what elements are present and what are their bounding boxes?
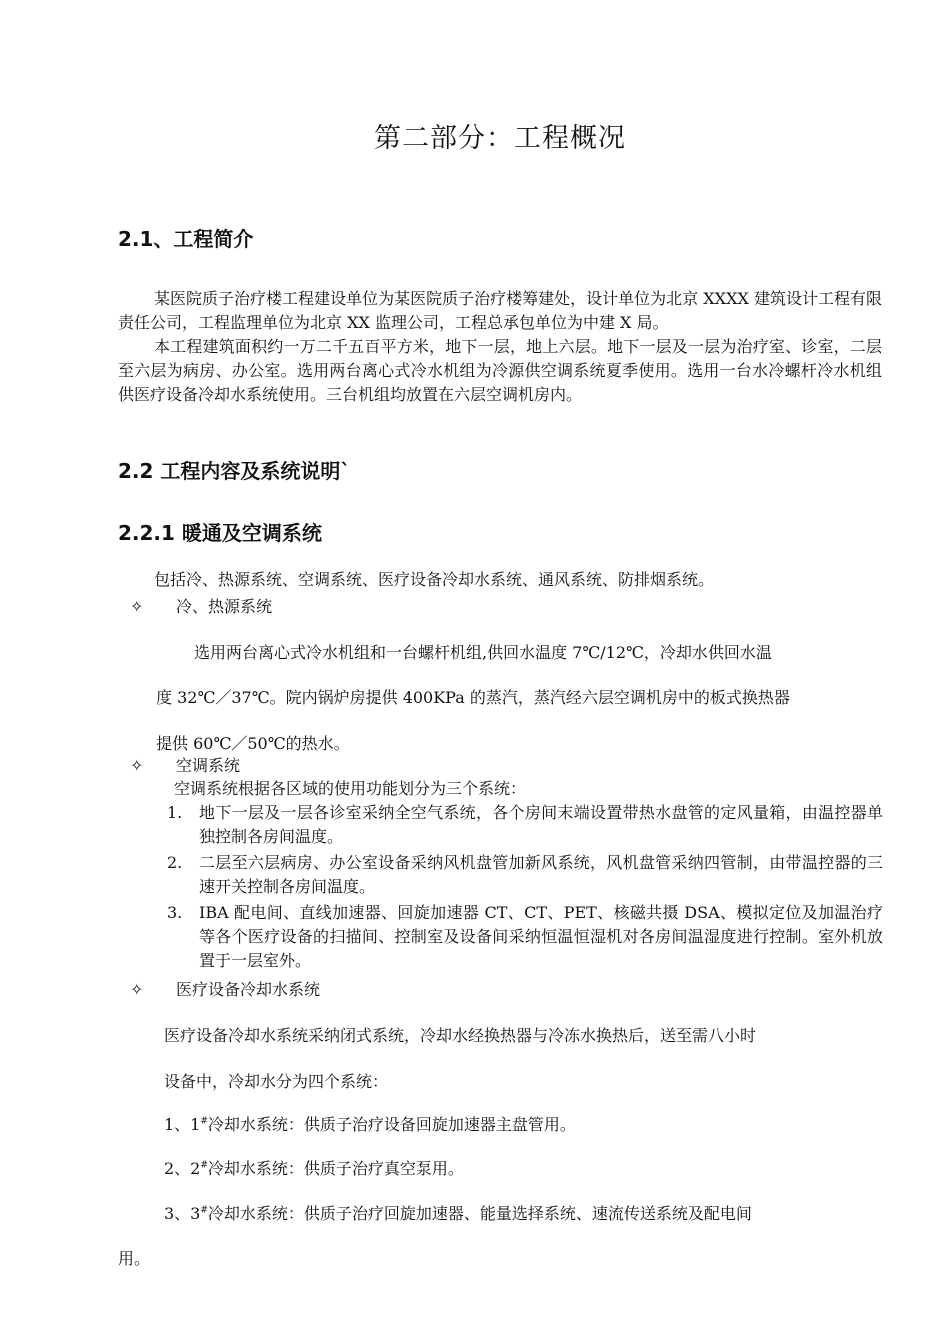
cooling-system-hash: #: [200, 1160, 208, 1171]
cooling-line-1: 医疗设备冷却水系统采纳闭式系统，冷却水经换热器与冷冻水换热后，送至需八小时: [164, 1026, 757, 1045]
cooling-system-1: [164, 1113, 576, 1137]
cold-heat-line-1: 选用两台离心式冷水机组和一台螺杆机组,供回水温度 7℃/12℃，冷却水供回水温: [194, 643, 772, 662]
cooling-line-2: 设备中，冷却水分为四个系统：: [164, 1072, 389, 1091]
cooling-system-number: 1、1: [164, 1115, 201, 1134]
cooling-system-number: 2、2: [164, 1159, 201, 1178]
paragraph-text: 本工程建筑面积约一万二千五百平方米，地下一层，地上六层。地下一层及一层为治疗室、诊室，二层至六层为病房、办公室。选用两台离心式冷水机组为冷源供空调系统夏季使用。选用一台水冷螺杆冷水机组供医疗设备冷却水系统使用。三台机组均放置在六层空调机房内。: [118, 337, 882, 404]
list-number: 3.: [167, 903, 183, 922]
section-heading-2-2: 2.2 工程内容及系统说明`: [118, 459, 351, 483]
list-text: 二层至六层病房、办公室设备采纳风机盘管加新风系统，风机盘管采纳四管制，由带温控器的三速开关控制各房间温度。: [199, 853, 883, 896]
diamond-bullet-icon: ✧: [130, 597, 144, 616]
list-text: IBA 配电间、直线加速器、回旋加速器 CT、CT、PET、核磁共摄 DSA、模拟定位及加温治疗等各个医疗设备的扫描间、控制室及设备间采纳恒温恒湿机对各房间温湿度进行控制。室外机放置于一层室外。: [199, 903, 883, 970]
list-number: 2.: [167, 853, 183, 872]
bullet-air-conditioning: [130, 753, 240, 776]
cooling-system-desc: 冷却水系统：供质子治疗设备回旋加速器主盘管用。: [207, 1115, 576, 1134]
bullet-label: 医疗设备冷却水系统: [176, 980, 321, 999]
section-heading-2-2-1: 2.2.1 暖通及空调系统: [118, 521, 322, 545]
cooling-system-hash: #: [200, 1205, 208, 1216]
paragraph-building-overview: [118, 335, 882, 407]
bullet-cold-heat-source: [130, 594, 272, 617]
cooling-system-2: [164, 1157, 464, 1181]
cooling-system-3-continued: 用。: [118, 1249, 151, 1268]
diamond-bullet-icon: ✧: [130, 756, 144, 775]
cooling-system-3: [164, 1202, 752, 1226]
cooling-system-number: 3、3: [164, 1204, 201, 1223]
cold-heat-line-2: 度 32℃／37℃。院内锅炉房提供 400KPa 的蒸汽，蒸汽经六层空调机房中的板式换热器: [156, 688, 790, 707]
cooling-system-desc: 冷却水系统：供质子治疗真空泵用。: [207, 1159, 464, 1178]
list-item: [167, 851, 883, 899]
cooling-system-desc: 冷却水系统：供质子治疗回旋加速器、能量选择系统、速流传送系统及配电间: [207, 1204, 752, 1223]
cooling-system-hash: #: [200, 1116, 208, 1127]
paragraph-project-parties: [118, 287, 882, 335]
cold-heat-line-3: 提供 60℃／50℃的热水。: [156, 734, 350, 753]
bullet-label: 冷、热源系统: [176, 597, 273, 616]
diamond-bullet-icon: ✧: [130, 980, 144, 999]
section-heading-2-1: 2.1、工程简介: [118, 227, 254, 251]
systems-intro: 包括冷、热源系统、空调系统、医疗设备冷却水系统、通风系统、防排烟系统。: [154, 570, 715, 589]
ac-intro: 空调系统根据各区域的使用功能划分为三个系统：: [174, 779, 527, 798]
list-item: [167, 901, 883, 973]
page-title: 第二部分：工程概况: [374, 123, 626, 154]
list-text: 地下一层及一层各诊室采纳全空气系统，各个房间末端设置带热水盘管的定风量箱，由温控器单独控制各房间温度。: [199, 803, 883, 846]
bullet-medical-cooling-water: [130, 977, 320, 1000]
bullet-label: 空调系统: [176, 756, 241, 775]
list-item: [167, 801, 883, 849]
list-number: 1.: [167, 803, 183, 822]
paragraph-text: 某医院质子治疗楼工程建设单位为某医院质子治疗楼筹建处，设计单位为北京 XXXX 建筑设计工程有限责任公司，工程监理单位为北京 XX 监理公司，工程总承包单位为中建 X 局。: [118, 289, 882, 332]
